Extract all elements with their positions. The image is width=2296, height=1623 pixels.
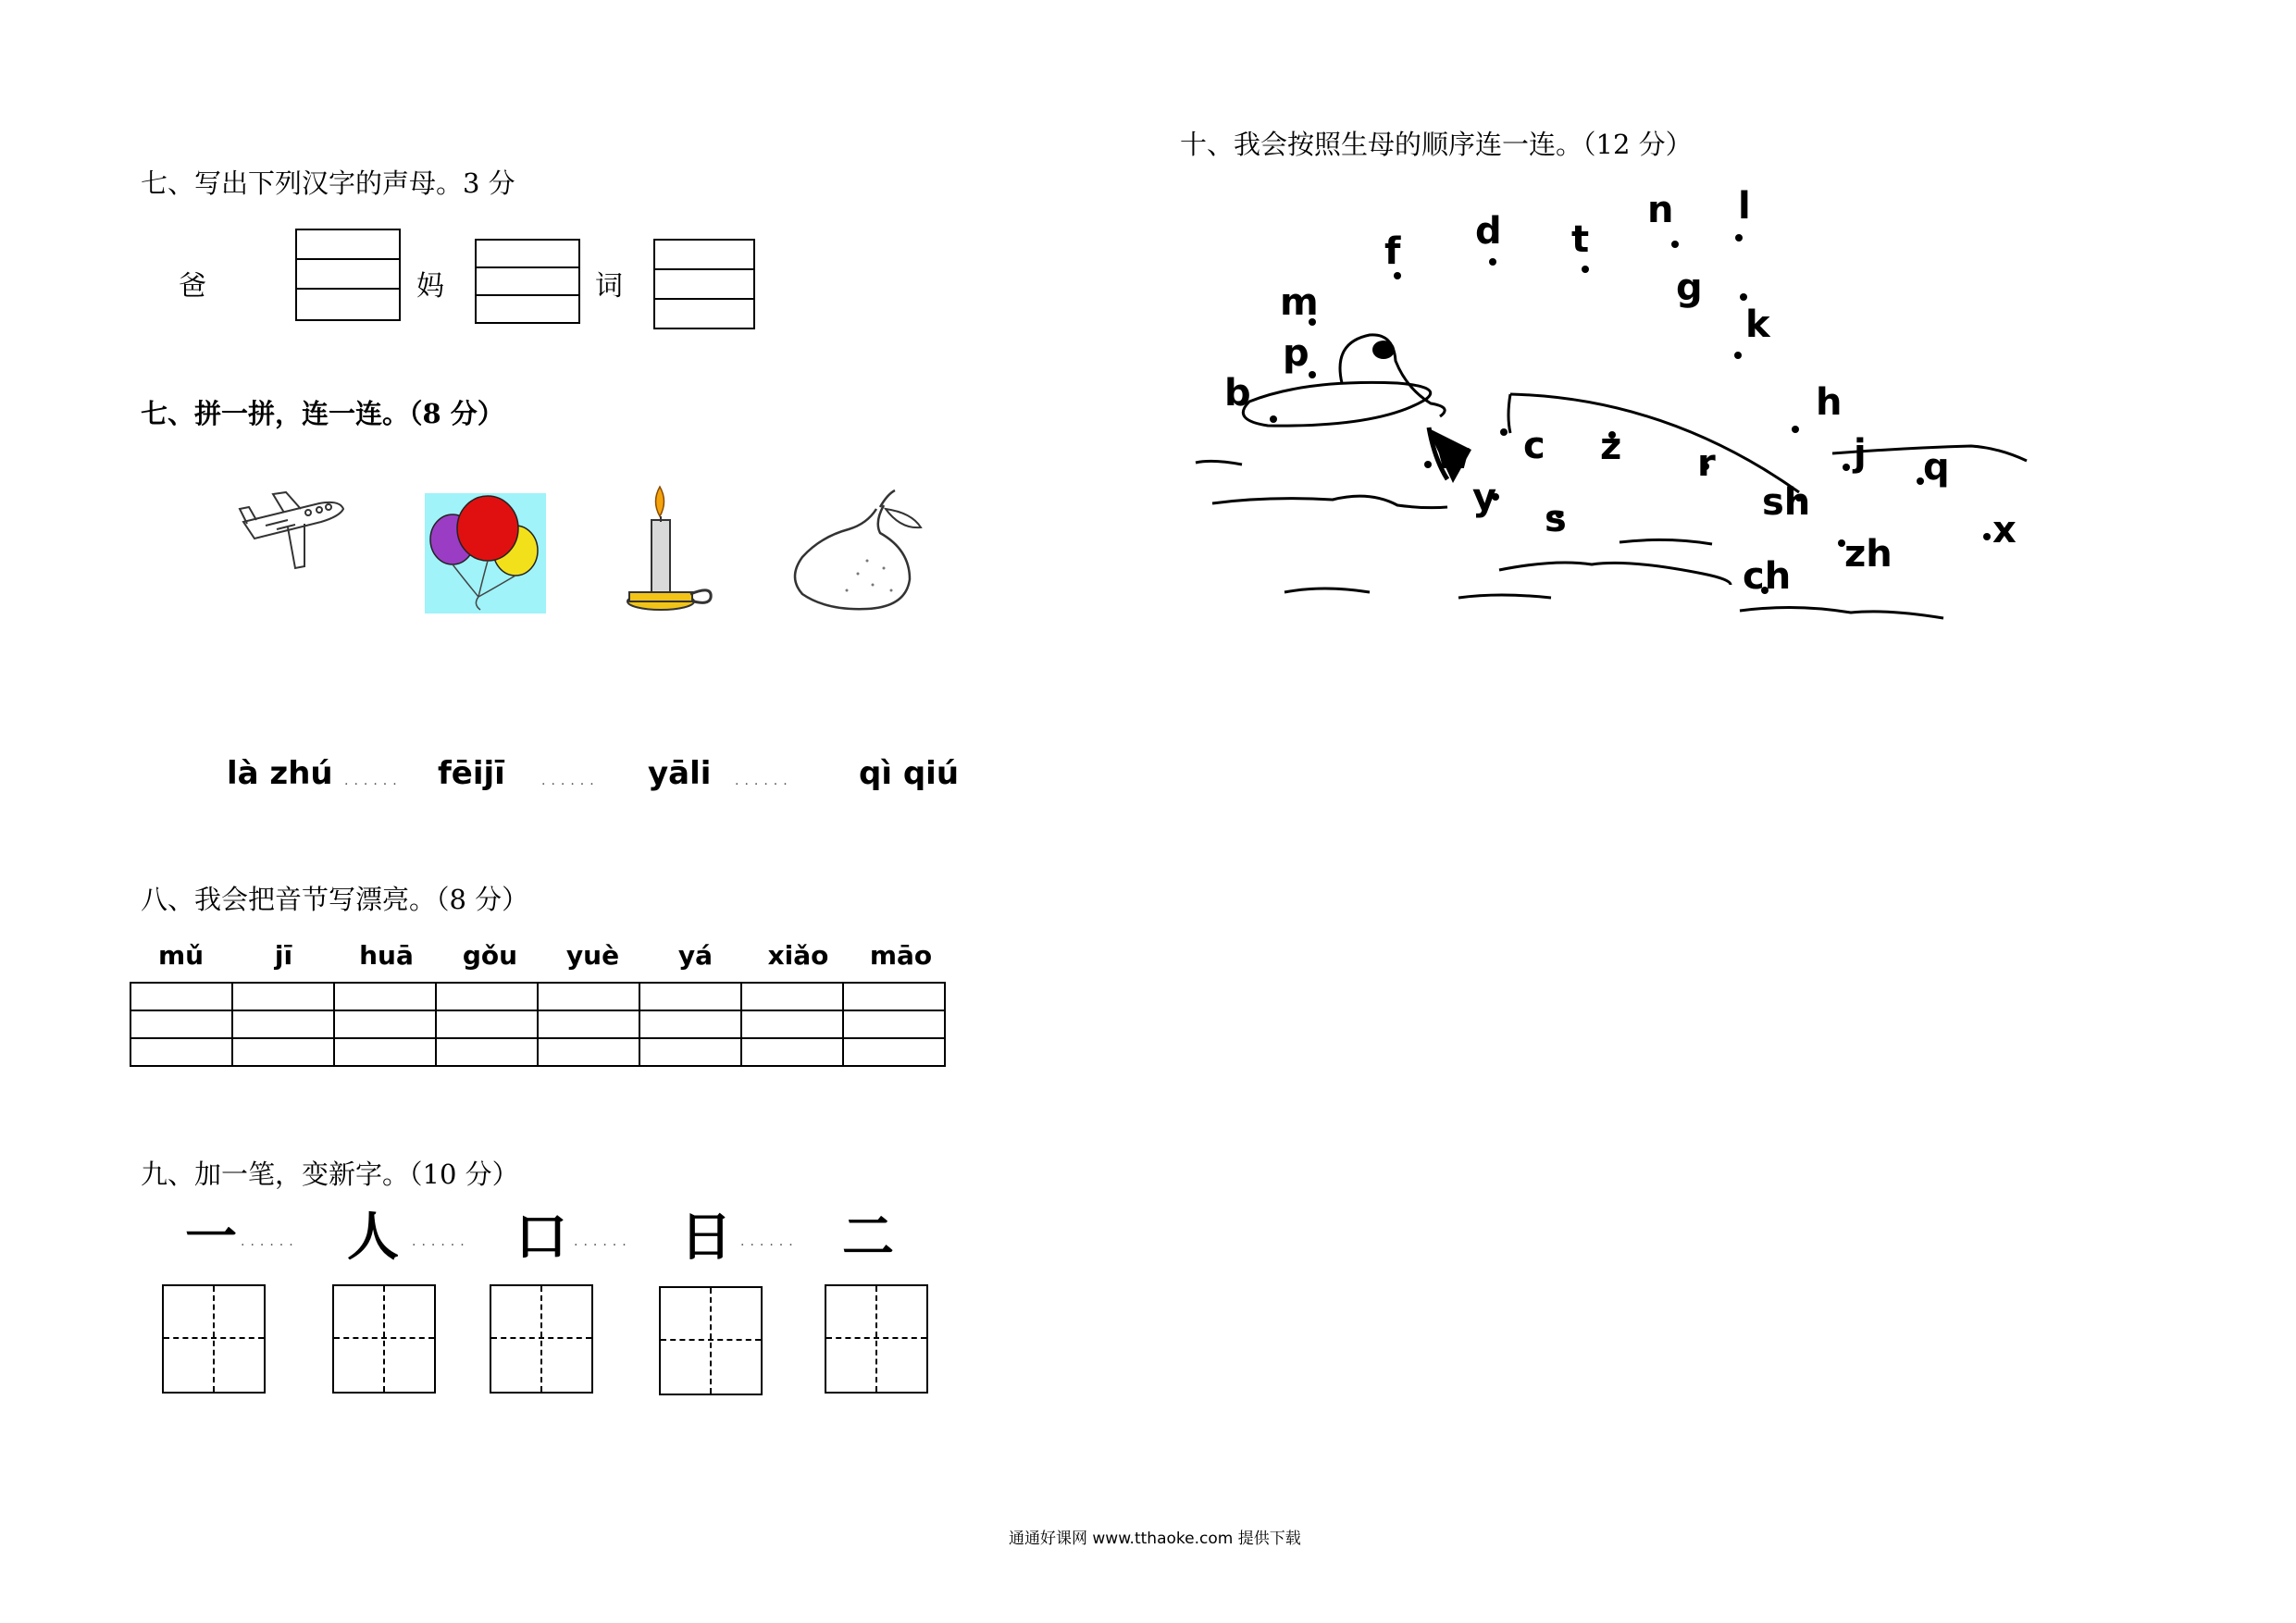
syllable-label: mǔ [157,940,205,971]
q7a-char-1: 爸 [179,270,206,303]
shengmu-box-1[interactable] [295,229,401,321]
base-char: 人 [347,1207,399,1268]
shengmu-box-2[interactable] [475,239,580,324]
dot-to-dot-drawing [1185,185,2045,648]
letter-c: c [1523,425,1545,467]
airplane-icon [236,489,349,574]
pinyin-writing-grid[interactable] [130,982,946,1067]
letter-b: b [1224,372,1251,415]
q7a-char-3: 词 [595,270,623,303]
base-char: 日 [680,1207,732,1268]
pinyin-yali[interactable]: yāli [648,755,712,792]
letter-x: x [1992,509,2017,551]
letter-y: y [1472,477,1497,519]
syllable-label: yá [677,940,714,971]
letter-z: z [1600,426,1622,468]
dotted-leader: ...... [735,774,793,788]
dotted-leader: ...... [412,1234,470,1249]
q10-title: 十、我会按照生母的顺序连一连。（12 分） [1180,129,1693,160]
shengmu-box-3[interactable] [653,239,755,329]
letter-h: h [1816,381,1843,424]
tianzige-box-2[interactable] [332,1284,436,1394]
letter-t: t [1571,218,1590,261]
letter-j: j [1854,432,1867,475]
letter-p: p [1283,332,1309,375]
syllable-label: yuè [565,940,620,971]
footer-text: 通通好课网 www.tthaoke.com 提供下载 [1009,1530,1301,1548]
dotted-leader: ...... [740,1234,799,1249]
pinyin-feiji[interactable]: fēijī [438,755,505,792]
pear-icon [791,489,928,611]
q7a-title: 七、写出下列汉字的声母。3 分 [141,167,515,199]
letter-ch: ch [1743,555,1792,598]
pinyin-qiqiu[interactable]: qì qiú [859,755,960,792]
letter-m: m [1280,281,1319,324]
syllable-label: jī [274,940,293,971]
tianzige-box-5[interactable] [825,1284,928,1394]
q7a-char-2: 妈 [416,270,444,303]
letter-g: g [1676,266,1703,309]
tianzige-box-3[interactable] [490,1284,593,1394]
syllable-label: māo [869,940,933,971]
letter-zh: zh [1844,533,1893,576]
letter-d: d [1475,210,1502,253]
syllable-label: huā [359,940,414,971]
letter-n: n [1647,189,1674,231]
syllable-label: xiǎo [767,940,829,971]
letter-sh: sh [1762,481,1811,524]
letter-s: s [1545,498,1567,540]
dotted-leader: ...... [574,1234,632,1249]
base-char: 一 [185,1207,237,1268]
q8-title: 八、我会把音节写漂亮。（8 分） [141,884,529,915]
tianzige-box-4[interactable] [659,1286,763,1395]
pinyin-lazhu[interactable]: là zhú [227,755,333,792]
letter-k: k [1745,304,1770,346]
base-char: 口 [515,1207,567,1268]
dotted-leader: ...... [541,774,600,788]
letter-r: r [1697,442,1716,485]
syllable-label: gǒu [462,940,518,971]
candle-icon [620,483,722,618]
dotted-leader: ...... [344,774,403,788]
dotted-leader: ...... [241,1234,299,1249]
letter-w: w [1436,435,1471,477]
letter-f: f [1384,230,1401,273]
tianzige-box-1[interactable] [162,1284,266,1394]
balloons-picture [425,493,546,613]
q9-title: 九、加一笔，变新字。（10 分） [141,1158,519,1190]
base-char: 二 [842,1207,894,1268]
letter-l: l [1738,185,1751,228]
letter-q: q [1923,446,1950,489]
q7b-title: 七、拼一拼，连一连。（8 分） [141,398,504,429]
